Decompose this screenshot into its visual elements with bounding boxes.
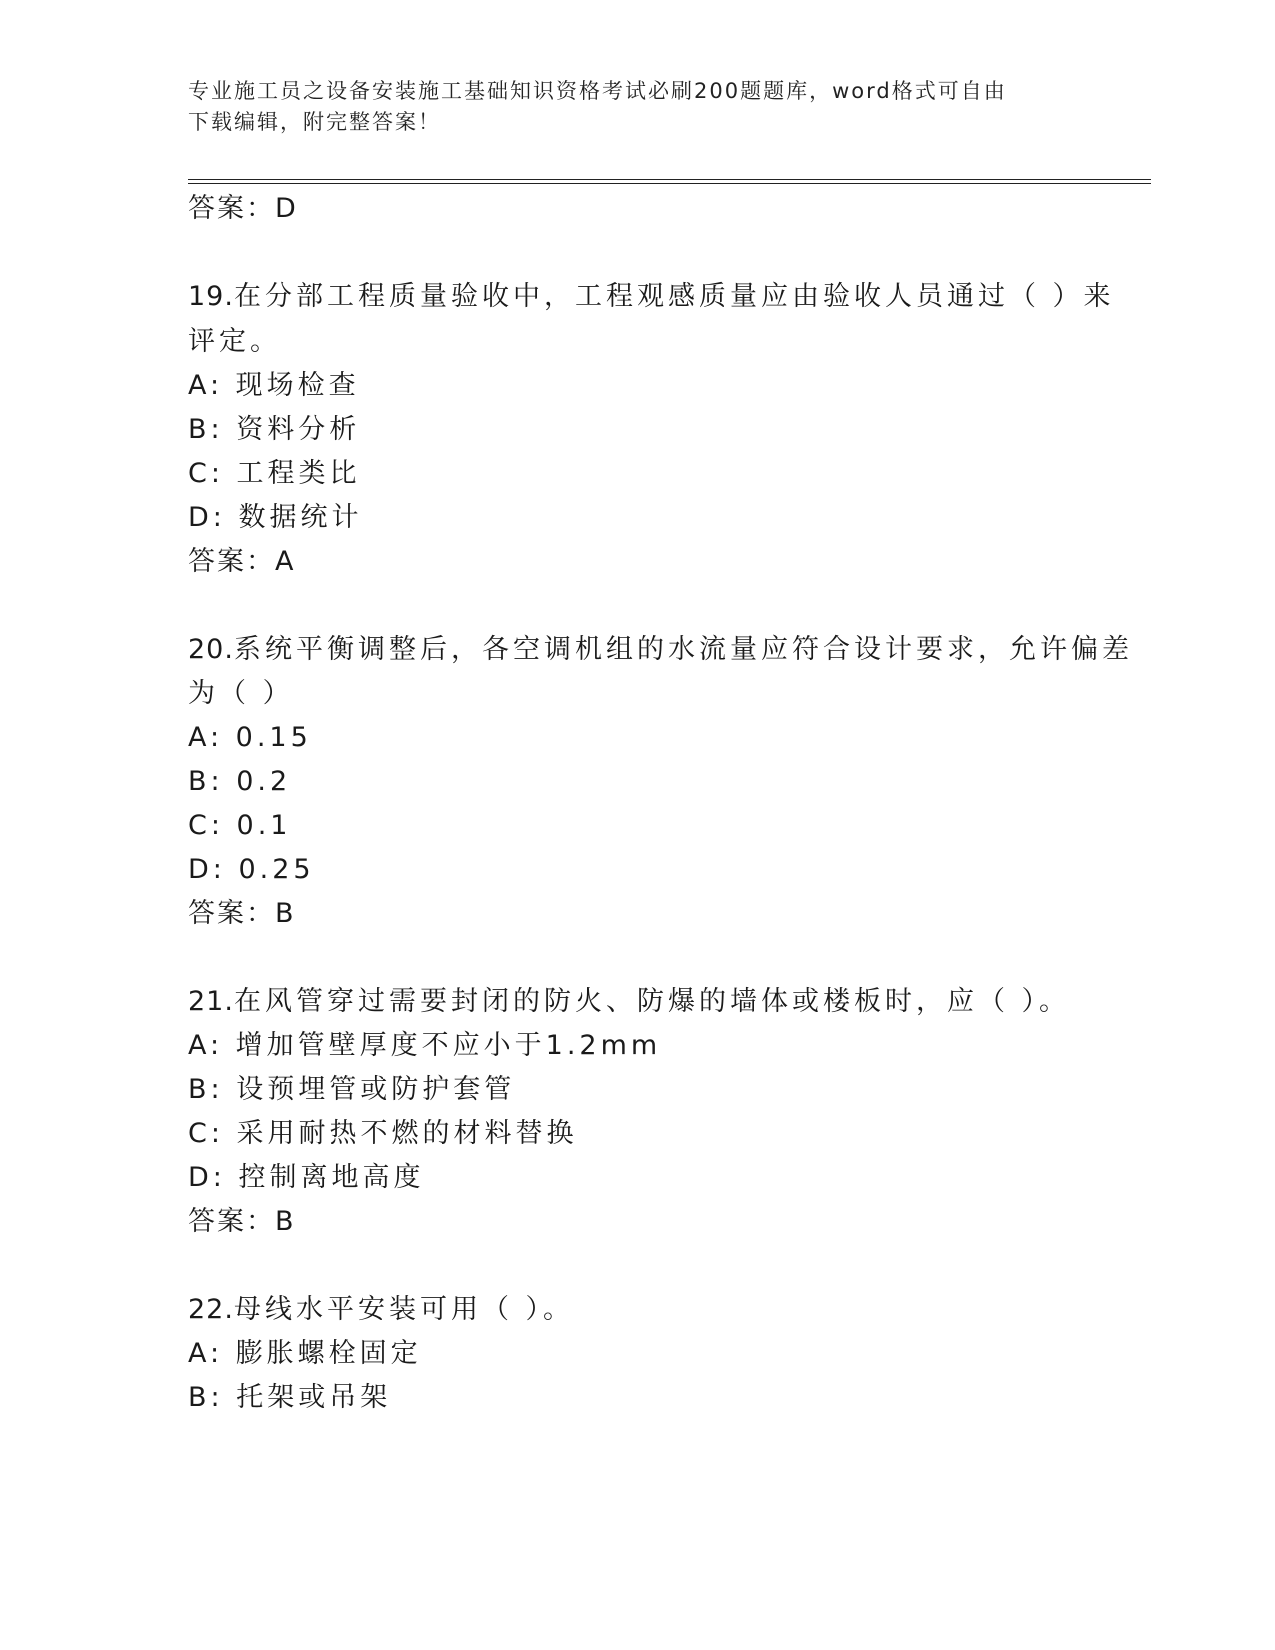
option-c: C: 工程类比 — [188, 458, 361, 489]
question-20-stem-cont: 为（ ） — [188, 678, 294, 709]
question-text: 系统平衡调整后，各空调机组的水流量应符合设计要求，允许偏差 — [233, 634, 1133, 665]
question-22-stem — [188, 1290, 574, 1330]
option-d: D: 0.25 — [188, 854, 315, 885]
option-b: B: 托架或吊架 — [188, 1382, 392, 1413]
header-divider-bottom — [188, 183, 1151, 184]
option-b: B: 资料分析 — [188, 414, 361, 445]
option-a: A: 0.15 — [188, 722, 312, 753]
question-number: 19. — [188, 281, 234, 312]
question-19-answer: 答案：A — [188, 546, 296, 577]
option-d: D: 数据统计 — [188, 502, 363, 533]
question-number: 22. — [188, 1294, 234, 1325]
previous-answer: 答案：D — [188, 193, 298, 224]
question-19-stem-cont: 评定。 — [188, 326, 281, 357]
option-b: B: 0.2 — [188, 766, 292, 797]
header-divider-top — [188, 179, 1151, 180]
question-text: 在分部工程质量验收中，工程观感质量应由验收人员通过（ ）来 — [233, 281, 1115, 312]
header-line-2: 下载编辑，附完整答案！ — [188, 110, 441, 134]
question-21-answer: 答案：B — [188, 1206, 296, 1237]
option-a: A: 现场检查 — [188, 370, 360, 401]
option-d: D: 控制离地高度 — [188, 1162, 425, 1193]
option-a: A: 增加管壁厚度不应小于1.2mm — [188, 1030, 662, 1061]
question-number: 20. — [188, 634, 234, 665]
question-number: 21. — [188, 986, 234, 1017]
question-21-stem — [188, 982, 1070, 1022]
option-c: C: 采用耐热不燃的材料替换 — [188, 1118, 578, 1149]
question-text: 在风管穿过需要封闭的防火、防爆的墙体或楼板时，应（ ）。 — [233, 986, 1071, 1017]
question-20-stem — [188, 630, 1133, 670]
question-20-answer: 答案：B — [188, 898, 296, 929]
question-text: 母线水平安装可用（ ）。 — [233, 1294, 575, 1325]
option-a: A: 膨胀螺栓固定 — [188, 1338, 422, 1369]
option-b: B: 设预埋管或防护套管 — [188, 1074, 516, 1105]
question-19-stem — [188, 277, 1115, 317]
header-line-1: 专业施工员之设备安装施工基础知识资格考试必刷200题题库，word格式可自由 — [188, 79, 1007, 103]
document-header — [188, 76, 1088, 138]
option-c: C: 0.1 — [188, 810, 292, 841]
